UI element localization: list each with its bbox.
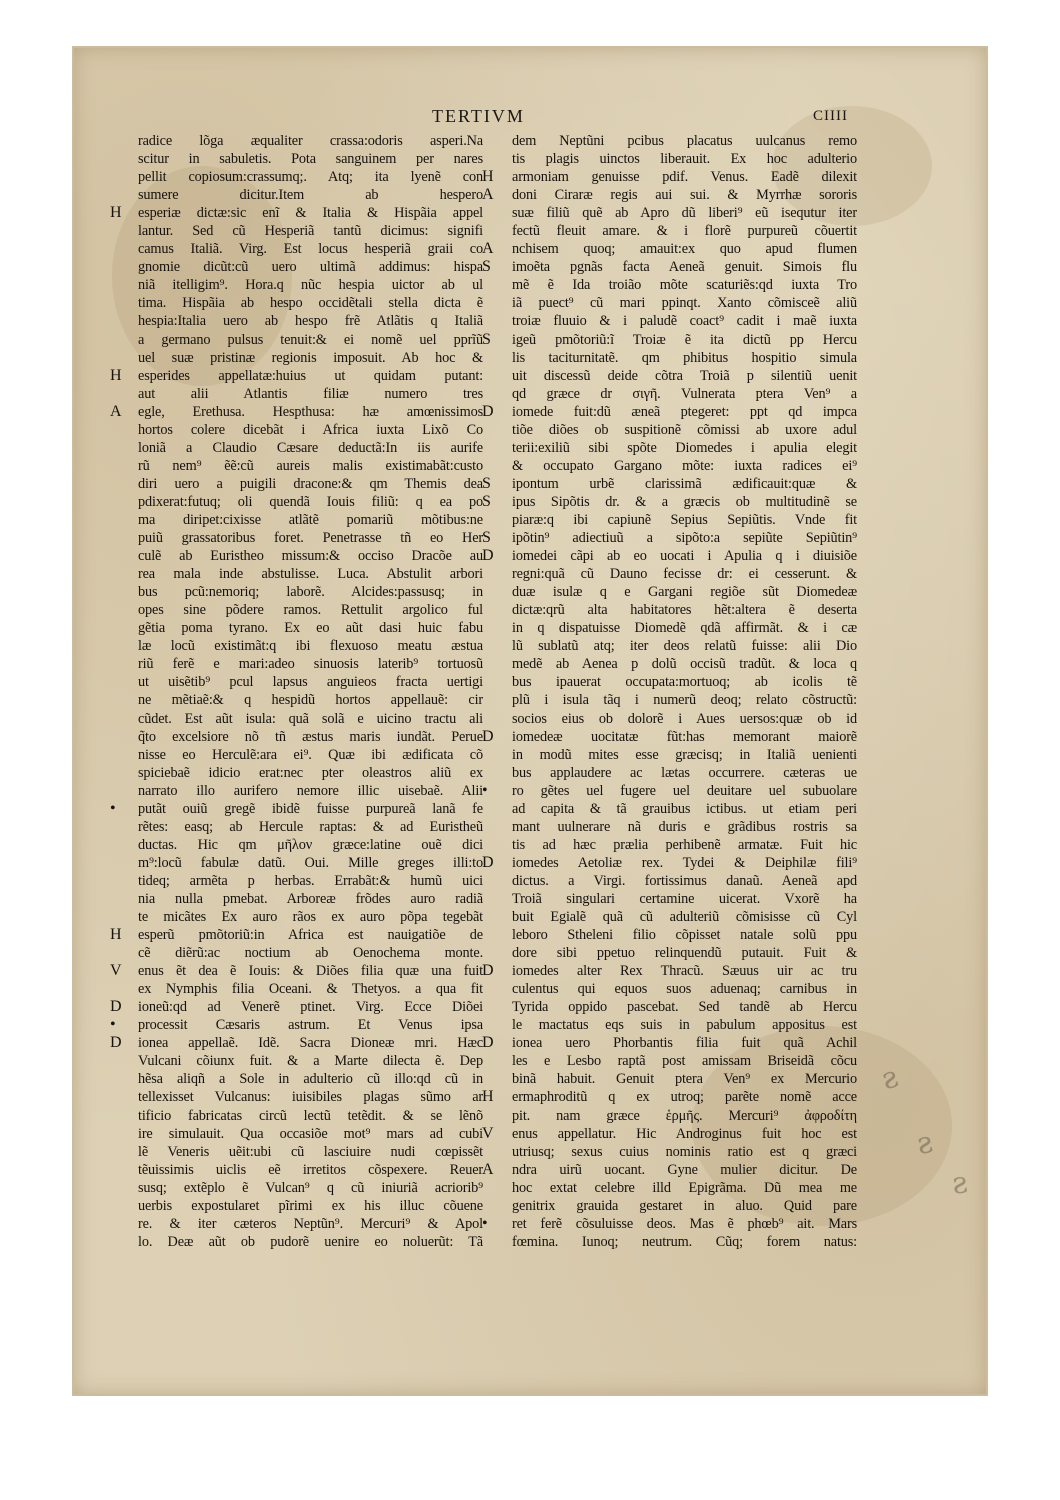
text-line — [138, 222, 483, 240]
text-line — [512, 1070, 857, 1088]
text-line — [512, 818, 857, 836]
line-text: lantur. Sed cũ Hesperiã tantũ dicimus: signifi — [138, 223, 483, 240]
text-line — [512, 637, 857, 655]
text-line — [482, 168, 857, 186]
line-text: tis plagis uinctos liberauit. Ex hoc adulterio — [512, 151, 857, 168]
text-line — [482, 240, 857, 258]
text-line — [512, 890, 857, 908]
line-text: ionea appellaẽ. Idẽ. Sacra Dioneæ mri. Hæc — [138, 1035, 483, 1052]
marginal-initial: • — [110, 1016, 116, 1034]
text-line — [512, 349, 857, 367]
text-line — [138, 186, 483, 204]
margin-scribble: ƨ — [949, 1165, 970, 1202]
text-line — [512, 276, 857, 294]
line-text: genitrix grauida gestaret in aluo. Quid pare — [512, 1197, 857, 1214]
line-text: tima. Hispãia ab hespo occidẽtali stella dicta ẽ — [138, 295, 483, 312]
text-line — [482, 1214, 857, 1233]
text-line — [138, 746, 483, 764]
line-text: enus ẽt dea ẽ Iouis: & Diões filia quæ una fuit — [138, 963, 483, 980]
line-text: ire simulauit. Qua occasiõe mot⁹ mars ad cubi — [138, 1125, 483, 1142]
text-line — [138, 655, 483, 673]
text-line — [512, 998, 857, 1016]
text-line — [138, 836, 483, 854]
text-line — [138, 457, 483, 475]
line-text: fectũ fleuit amare. & i florẽ purpureũ cõuertit — [512, 223, 857, 240]
line-text: iomedes alter Rex Thracũ. Sæuus uir ac tru — [512, 963, 857, 980]
text-line — [512, 1107, 857, 1125]
line-text: troiæ fluuio & i paludẽ coact⁹ cadit i maẽ iuxta — [512, 313, 857, 330]
text-line — [138, 547, 483, 565]
text-line — [138, 728, 483, 746]
line-text: sumere dicitur.Item ab hespero — [138, 187, 483, 204]
line-text: tiõe diões ob suspitionẽ cõmissi ab uxore adul — [512, 421, 857, 438]
line-text: piaræ:q ibi capiunẽ Sepius Sepiũtis. Vnde fit — [512, 511, 857, 528]
text-line — [138, 854, 483, 872]
line-text: uit discessũ deide cõtra Troiã p silentiũ uenit — [512, 367, 857, 384]
line-text: ipus Sipõtis dr. & a græcis ob multitudinẽ se — [512, 493, 857, 510]
line-text: in modũ mites esse græcisq; in Italiã uenienti — [512, 746, 857, 763]
text-line — [482, 727, 857, 746]
line-text: nia nulla pmebat. Arboreæ frõdes auro radiã — [138, 890, 483, 907]
marginal-initial: S — [482, 330, 491, 348]
line-text: ret ferẽ cõsuluisse deos. Mas ẽ phœb⁹ ait. Mars — [512, 1215, 857, 1232]
line-text: lis taciturnitatẽ. qm phibitus hospitio simula — [512, 349, 857, 366]
text-line — [138, 421, 483, 439]
text-line — [482, 781, 857, 800]
text-line — [110, 926, 483, 944]
line-text: ro gẽtes uel fugere uel deuitare uel subuolare — [512, 782, 857, 799]
line-text: dictæ:qrũ alta habitatores hẽt:altera ẽ deserta — [512, 602, 857, 619]
text-line — [482, 547, 857, 565]
line-text: iã puect⁹ cũ mari ppinqt. Xanto cõmisceẽ aliũ — [512, 295, 857, 312]
line-text: duæ isulæ q e Gargani regiõe sũt Diomedeæ — [512, 584, 857, 601]
text-line — [110, 402, 483, 421]
folio-number: CIIII — [813, 108, 848, 124]
marginal-initial: D — [110, 998, 122, 1016]
line-text: mant uulnerare nã duris e grãdibus rostris sa — [512, 818, 857, 835]
text-line — [512, 980, 857, 998]
text-line — [138, 349, 483, 367]
marginal-initial: H — [482, 168, 494, 186]
text-line — [512, 565, 857, 583]
text-line — [138, 312, 483, 330]
text-line — [512, 457, 857, 475]
text-line — [138, 583, 483, 601]
text-line — [482, 962, 857, 980]
line-text: esperides appellatæ:huius ut quidam putant: — [138, 367, 483, 384]
line-text: binã habuit. Genuit ptera Ven⁹ ex Mercurio — [512, 1071, 857, 1088]
line-text: pellit copiosum:crassumq;. Atq; ita lyenẽ con — [138, 169, 483, 186]
text-line — [482, 1088, 857, 1106]
text-line — [110, 1016, 483, 1034]
marginal-initial: • — [482, 1214, 488, 1232]
text-line — [110, 204, 483, 222]
text-line — [512, 1143, 857, 1161]
line-text: bus pcũ:nemoriq; laborẽ. Alcides:passusq; in — [138, 584, 483, 601]
line-text: rẽtes: easq; ab Hercule raptas: & ad Euristheũ — [138, 818, 483, 835]
line-text: dore sibi ppetuo relinquendũ putauit. Fuit & — [512, 945, 857, 962]
marginal-initial: D — [482, 853, 494, 871]
marginal-initial: V — [482, 1124, 494, 1142]
line-text: hoc extat celebre illd Epigrãma. Dũ mea me — [512, 1179, 857, 1196]
text-line — [512, 312, 857, 330]
line-text: qd græce dr σιγῆ. Vulnerata ptera Ven⁹ a — [512, 385, 857, 402]
line-text: re. & iter cæteros Neptũn⁹. Mercuri⁹ & Apol — [138, 1215, 483, 1232]
line-text: les e Lesbo raptã post amissam Briseidã cõcu — [512, 1053, 857, 1070]
line-text: a germano pulsus tenuit:& ei nomẽ uel pprĩũ — [138, 331, 483, 348]
line-text: niã itelligim⁹. Hora.q nũc hespia uictor ab ul — [138, 277, 483, 294]
text-line — [512, 132, 857, 150]
line-text: dictus. a Virgi. fortissimus danaũ. Aeneã apd — [512, 872, 857, 889]
text-line — [512, 872, 857, 890]
marginal-initial: S — [482, 474, 491, 492]
line-text: diri uero a puigili dracone:& qm Themis dea — [138, 475, 483, 492]
text-line — [512, 691, 857, 709]
text-line — [110, 998, 483, 1016]
line-text: ipontum urbẽ clarissimã ædificauit:quæ & — [512, 475, 857, 492]
text-line — [138, 331, 483, 349]
line-text: ionea uero Phorbantis filia fuit quã Achil — [512, 1035, 857, 1052]
line-text: ermaphroditũ q ex utroq; parẽte nomẽ acce — [512, 1089, 857, 1106]
line-text: rũ nem⁹ ẽẽ:cũ aureis malis existimabãt:custo — [138, 457, 483, 474]
text-line — [482, 492, 857, 511]
marginal-initial: H — [110, 366, 122, 384]
text-line — [512, 673, 857, 691]
text-line — [138, 1088, 483, 1106]
line-text: tis ad hæc prælia perhibenẽ armatæ. Fuit hic — [512, 836, 857, 853]
line-text: imoẽta pgnãs facta Aeneã genuit. Simois flu — [512, 259, 857, 276]
line-text: doni Ciraræ regis aui sui. & Myrrhæ sororis — [512, 187, 857, 204]
marginal-initial: H — [110, 204, 122, 222]
text-line — [138, 872, 483, 890]
line-text: narrato illo aurifero nemore illic uisebaẽ. Alii — [138, 782, 483, 799]
text-line — [512, 385, 857, 403]
line-text: utriusq; sexus cuius nominis ratio est q græci — [512, 1143, 857, 1160]
text-line — [482, 853, 857, 872]
text-line — [512, 800, 857, 818]
text-line — [512, 1052, 857, 1070]
marginal-initial: S — [482, 529, 491, 547]
text-line — [482, 258, 857, 276]
line-text: læ locũ existimãt:q ibi flexuoso meatu æstua — [138, 638, 483, 655]
text-line — [138, 890, 483, 908]
text-line — [482, 529, 857, 547]
marginal-initial: H — [482, 1088, 494, 1106]
line-text: ductas. Hic qm μῆλον græce:latine ouẽ dici — [138, 836, 483, 853]
text-line — [138, 818, 483, 836]
line-text: culentus qui equos suos aduenaq; carnibus in — [512, 981, 857, 998]
text-line — [512, 1016, 857, 1034]
text-line — [138, 294, 483, 312]
text-line — [138, 511, 483, 529]
text-line — [512, 710, 857, 728]
line-text: putãt ouiũ gregẽ ibidẽ fuisse purpureã lanã fe — [138, 800, 483, 817]
text-line — [138, 710, 483, 728]
marginal-initial: D — [482, 1034, 494, 1052]
line-text: ioneũ:qd ad Venerẽ ptinet. Virg. Ecce Diõei — [138, 999, 483, 1016]
text-line — [138, 1052, 483, 1070]
line-text: lũ sublatũ atq; iter deos relatũ fuisse: alii Dio — [512, 638, 857, 655]
line-text: opes sine põdere ramos. Rettulit argolico ful — [138, 602, 483, 619]
line-text: ndra uirũ uocant. Gyne mulier dicitur. De — [512, 1161, 857, 1178]
line-text: lo. Deæ aũt ob pudorẽ uenire eo noluerũt: Tã — [138, 1233, 483, 1250]
text-line — [138, 1143, 483, 1161]
marginal-initial: S — [482, 258, 491, 276]
line-text: pit. nam græce ἑρμῆς. Mercuri⁹ ἀφροδίτη — [512, 1107, 857, 1124]
line-text: scitur in sabuletis. Pota sanguinem per nares — [138, 151, 483, 168]
line-text: iomedeæ uocitatæ fũt:has memorant maiorẽ — [512, 728, 857, 745]
marginal-initial: D — [482, 727, 494, 745]
left-text-column — [110, 132, 483, 1251]
line-text: ma diripet:cixisse atlãtẽ pomariũ mõtibus:ne — [138, 511, 483, 528]
text-line — [138, 475, 483, 493]
line-text: processit Cæsaris astrum. Et Venus ipsa — [138, 1017, 483, 1034]
text-line — [138, 529, 483, 547]
marginal-initial: D — [110, 1034, 122, 1052]
line-text: tellexisset Vulcanus: iuisibiles plagas sũmo ar — [138, 1089, 483, 1106]
text-line — [512, 421, 857, 439]
text-line — [138, 1233, 483, 1251]
right-text-column — [482, 132, 857, 1251]
text-line — [512, 655, 857, 673]
line-text: socios eius ob dolorẽ i Aues uersos:quæ ob id — [512, 710, 857, 727]
text-line — [138, 276, 483, 294]
marginal-initial: A — [110, 402, 122, 420]
text-line — [512, 367, 857, 385]
text-line — [138, 1070, 483, 1088]
text-line — [138, 258, 483, 276]
marginal-initial: • — [110, 799, 116, 817]
text-line — [512, 1179, 857, 1197]
text-line — [512, 294, 857, 312]
line-text: uerbis expostularet pĩrimi ex his illuc cõuene — [138, 1197, 483, 1214]
line-text: ipõtin⁹ adiectiuũ a sipõto:a sepiũte Sepiũtin⁹ — [512, 530, 857, 547]
text-line — [138, 691, 483, 709]
text-line — [138, 132, 483, 150]
text-line — [512, 439, 857, 457]
marginal-initial: H — [110, 926, 122, 944]
line-text: armoniam genuisse pdif. Venus. Eadẽ dilexit — [512, 169, 857, 186]
text-line — [482, 402, 857, 421]
text-line — [138, 385, 483, 403]
line-text: Vulcani cõiunx fuit. & a Marte dilecta ẽ. Dep — [138, 1053, 483, 1070]
line-text: regni:quã cũ Dauno fecisse dr: ei cesserunt. & — [512, 566, 857, 583]
line-text: in q dispatuisse Diomedẽ qdã affirmãt. & i cæ — [512, 620, 857, 637]
margin-scribble: ƨ — [913, 1124, 936, 1163]
text-line — [512, 619, 857, 637]
marginal-initial: A — [482, 186, 494, 204]
marginal-initial: • — [482, 781, 488, 799]
line-text: tificio fabricatas circũ lectũ tetẽdit. & se lẽnõ — [138, 1107, 483, 1124]
text-line — [138, 565, 483, 583]
marginal-initial: A — [482, 240, 494, 258]
text-line — [512, 583, 857, 601]
line-text: Troiã singulari certamine uicerat. Vxorẽ ha — [512, 890, 857, 907]
line-text: hespia:Italia uero ab hespo frẽ Atlãtis q Italiã — [138, 313, 483, 330]
text-line — [512, 150, 857, 168]
marginal-initial: A — [482, 1160, 494, 1178]
line-text: spiciebaẽ idicio erat:nec pter oleastros aliũ ex — [138, 764, 483, 781]
text-line — [138, 1161, 483, 1179]
line-text: bus ipauerat occupata:mortuoq; ab icolis tẽ — [512, 674, 857, 691]
text-line — [512, 836, 857, 854]
text-line — [482, 1124, 857, 1143]
line-text: terii:exiliũ sibi spõte Diomedes i apulia elegit — [512, 439, 857, 456]
line-text: uel suæ pristinæ regionis imposuit. Ab hoc & — [138, 349, 483, 366]
line-text: igeũ pmõtoriũ:ĩ Troiæ ẽ ita dictũ pp Hercu — [512, 331, 857, 348]
line-text: Tyrida oppido pascebat. Sed tandẽ ab Hercu — [512, 999, 857, 1016]
text-line — [138, 168, 483, 186]
text-line — [482, 186, 857, 204]
line-text: nchisem quoq; amauit:ex quo apud flumen — [512, 241, 857, 258]
line-text: te micãtes Ex auro rãos ex auro põpa tegebãt — [138, 909, 483, 926]
line-text: plũ i isula tãq i numerũ deoq; relato cõstructũ: — [512, 692, 857, 709]
line-text: m⁹:locũ fabulæ datũ. Oui. Mille greges illi:to — [138, 854, 483, 871]
margin-scribble: ƨ — [876, 1059, 903, 1098]
line-text: cũdet. Est aũt isula: quã solã e uicino tractu ali — [138, 710, 483, 727]
line-text: loniã a Claudio Cæsare deductã:In iis aurife — [138, 439, 483, 456]
text-line — [138, 619, 483, 637]
line-text: suæ filiũ quẽ ab Apro dũ liberi⁹ eũ isequtur iter — [512, 205, 857, 222]
line-text: lẽ Veneris uẽit:ubi cũ lasciuire nudi cœpissẽt — [138, 1143, 483, 1160]
line-text: ad capita & tã grauibus ictibus. ut etiam peri — [512, 800, 857, 817]
line-text: camus Italiã. Virg. Est locus hesperiã graii co — [138, 241, 483, 258]
line-text: pdixerat:futuq; oli quendã Iouis filiũ: q ea po — [138, 493, 483, 510]
line-text: mẽ ẽ Ida troião mõte scaturiẽs:qd iuxta Tro — [512, 277, 857, 294]
line-text: hẽsa aliqñ a Sole in adulterio cũ illo:qd cũ in — [138, 1071, 483, 1088]
text-line — [512, 222, 857, 240]
text-line — [512, 1233, 857, 1251]
line-text: iomedes Aetoliæ rex. Tydei & Deiphilæ fili⁹ — [512, 854, 857, 871]
line-text: buit Egialẽ quã cũ adulteriũ cõmisisse cũ Cyl — [512, 909, 857, 926]
line-text: tideq; armẽta p herbas. Errabãt:& humũ uici — [138, 872, 483, 889]
line-text: nisse eo Herculẽ:ara ei⁹. Quæ ibi ædificata cõ — [138, 746, 483, 763]
text-line — [138, 240, 483, 258]
marginal-initial: S — [482, 492, 491, 510]
text-line — [138, 944, 483, 962]
running-head: TERTIVM — [432, 106, 525, 126]
text-line — [138, 1107, 483, 1125]
line-text: medẽ ab Aenea p dolũ occisũ tradũt. & loca q — [512, 656, 857, 673]
text-line — [138, 673, 483, 691]
text-line — [138, 493, 483, 511]
line-text: aut alii Atlantis filiæ numero tres — [138, 385, 483, 402]
line-text: radice lõga æqualiter crassa:odoris asperi.Na — [138, 133, 483, 149]
text-line — [138, 908, 483, 926]
text-line — [138, 637, 483, 655]
text-line — [110, 799, 483, 818]
marginal-initial: D — [482, 962, 494, 980]
text-line — [138, 601, 483, 619]
text-line — [138, 1125, 483, 1143]
line-text: tẽuissimis uiclis eẽ irretitos cõspexere. Reuer — [138, 1161, 483, 1178]
text-line — [138, 980, 483, 998]
text-line — [138, 150, 483, 168]
text-line — [138, 439, 483, 457]
line-text: enus appellatur. Hic Androginus fuit hoc est — [512, 1125, 857, 1142]
text-line — [512, 944, 857, 962]
marginal-initial: D — [482, 547, 494, 565]
line-text: fœmina. Iunoq; neutrum. Cũq; forem natus: — [512, 1233, 857, 1250]
text-line — [482, 330, 857, 349]
line-text: cẽ diẽrũ:ac noctium ab Oenochema monte. — [138, 945, 483, 962]
text-line — [512, 1197, 857, 1215]
line-text: ut uisẽtib⁹ pcul lapsus anguieos fracta uertigi — [138, 674, 483, 691]
line-text: susq; extẽplo ẽ Vulcan⁹ q cũ iniuriã acriorib⁹ — [138, 1179, 483, 1196]
line-text: gnomie dicũt:cũ uero ultimã addimus: hispa — [138, 259, 483, 276]
text-line — [110, 366, 483, 385]
text-line — [512, 204, 857, 222]
line-text: gẽtia poma tyrano. Ex eo aũt dasi huic fabu — [138, 620, 483, 637]
line-text: hortos colere dicebãt i Africa iuxta Lixõ Co — [138, 421, 483, 438]
text-line — [138, 782, 483, 800]
text-line — [138, 1197, 483, 1215]
line-text: ex Nymphis filia Oceani. & Thetyos. a qua fit — [138, 981, 483, 998]
text-line — [482, 1034, 857, 1052]
line-text: dem Neptũni pcibus placatus uulcanus remo — [512, 133, 857, 149]
marginal-initial: D — [482, 402, 494, 420]
line-text: rea mala inde abstulisse. Luca. Abstulit arbori — [138, 566, 483, 583]
text-line — [482, 474, 857, 493]
line-text: esperiæ dictæ:sic enĩ & Italia & Hispãia appel — [138, 205, 483, 222]
text-line — [482, 1160, 857, 1179]
line-text: puiũ grassatoribus foret. Penetrasse tñ eo Her — [138, 530, 483, 547]
text-line — [512, 764, 857, 782]
marginal-initial: V — [110, 962, 122, 980]
line-text: egle, Erethusa. Hespthusa: hæ amœnissimos — [138, 403, 483, 420]
line-text: esperũ pmõtoriũ:in Africa est nauigatiõe de — [138, 927, 483, 944]
text-line — [512, 601, 857, 619]
line-text: iomede fuit:dũ æneã ptegeret: ppt qd impca — [512, 403, 857, 420]
text-line — [110, 1034, 483, 1052]
line-text: q̃to excelsiore nõ tñ æstus maris iundãt. Perue — [138, 728, 483, 745]
line-text: leboro Stheleni filio cõpisset natale solũ ppu — [512, 927, 857, 944]
line-text: le mactatus eqs suis in pabulum appositus est — [512, 1017, 857, 1034]
line-text: ne mẽtiaẽ:& q hespidũ hortos appellauẽ: cir — [138, 692, 483, 709]
line-text: & occupato Gargano mõte: iuxta radices ei⁹ — [512, 457, 857, 474]
text-line — [512, 926, 857, 944]
text-line — [138, 1215, 483, 1233]
text-line — [138, 1179, 483, 1197]
text-line — [110, 962, 483, 980]
text-line — [512, 908, 857, 926]
book-page — [72, 46, 988, 1396]
line-text: riũ ferẽ e mari:adeo sinuosis laterib⁹ tortuosũ — [138, 656, 483, 673]
text-line — [138, 764, 483, 782]
text-line — [512, 746, 857, 764]
line-text: culẽ ab Euristheo missum:& occiso Dracõe au — [138, 548, 483, 565]
text-line — [512, 511, 857, 529]
line-text: iomedei cãpi ab eo uocati i Apulia q i diuisiõe — [512, 548, 857, 565]
line-text: bus applaudere ac lætas occurrere. cæteras ue — [512, 764, 857, 781]
